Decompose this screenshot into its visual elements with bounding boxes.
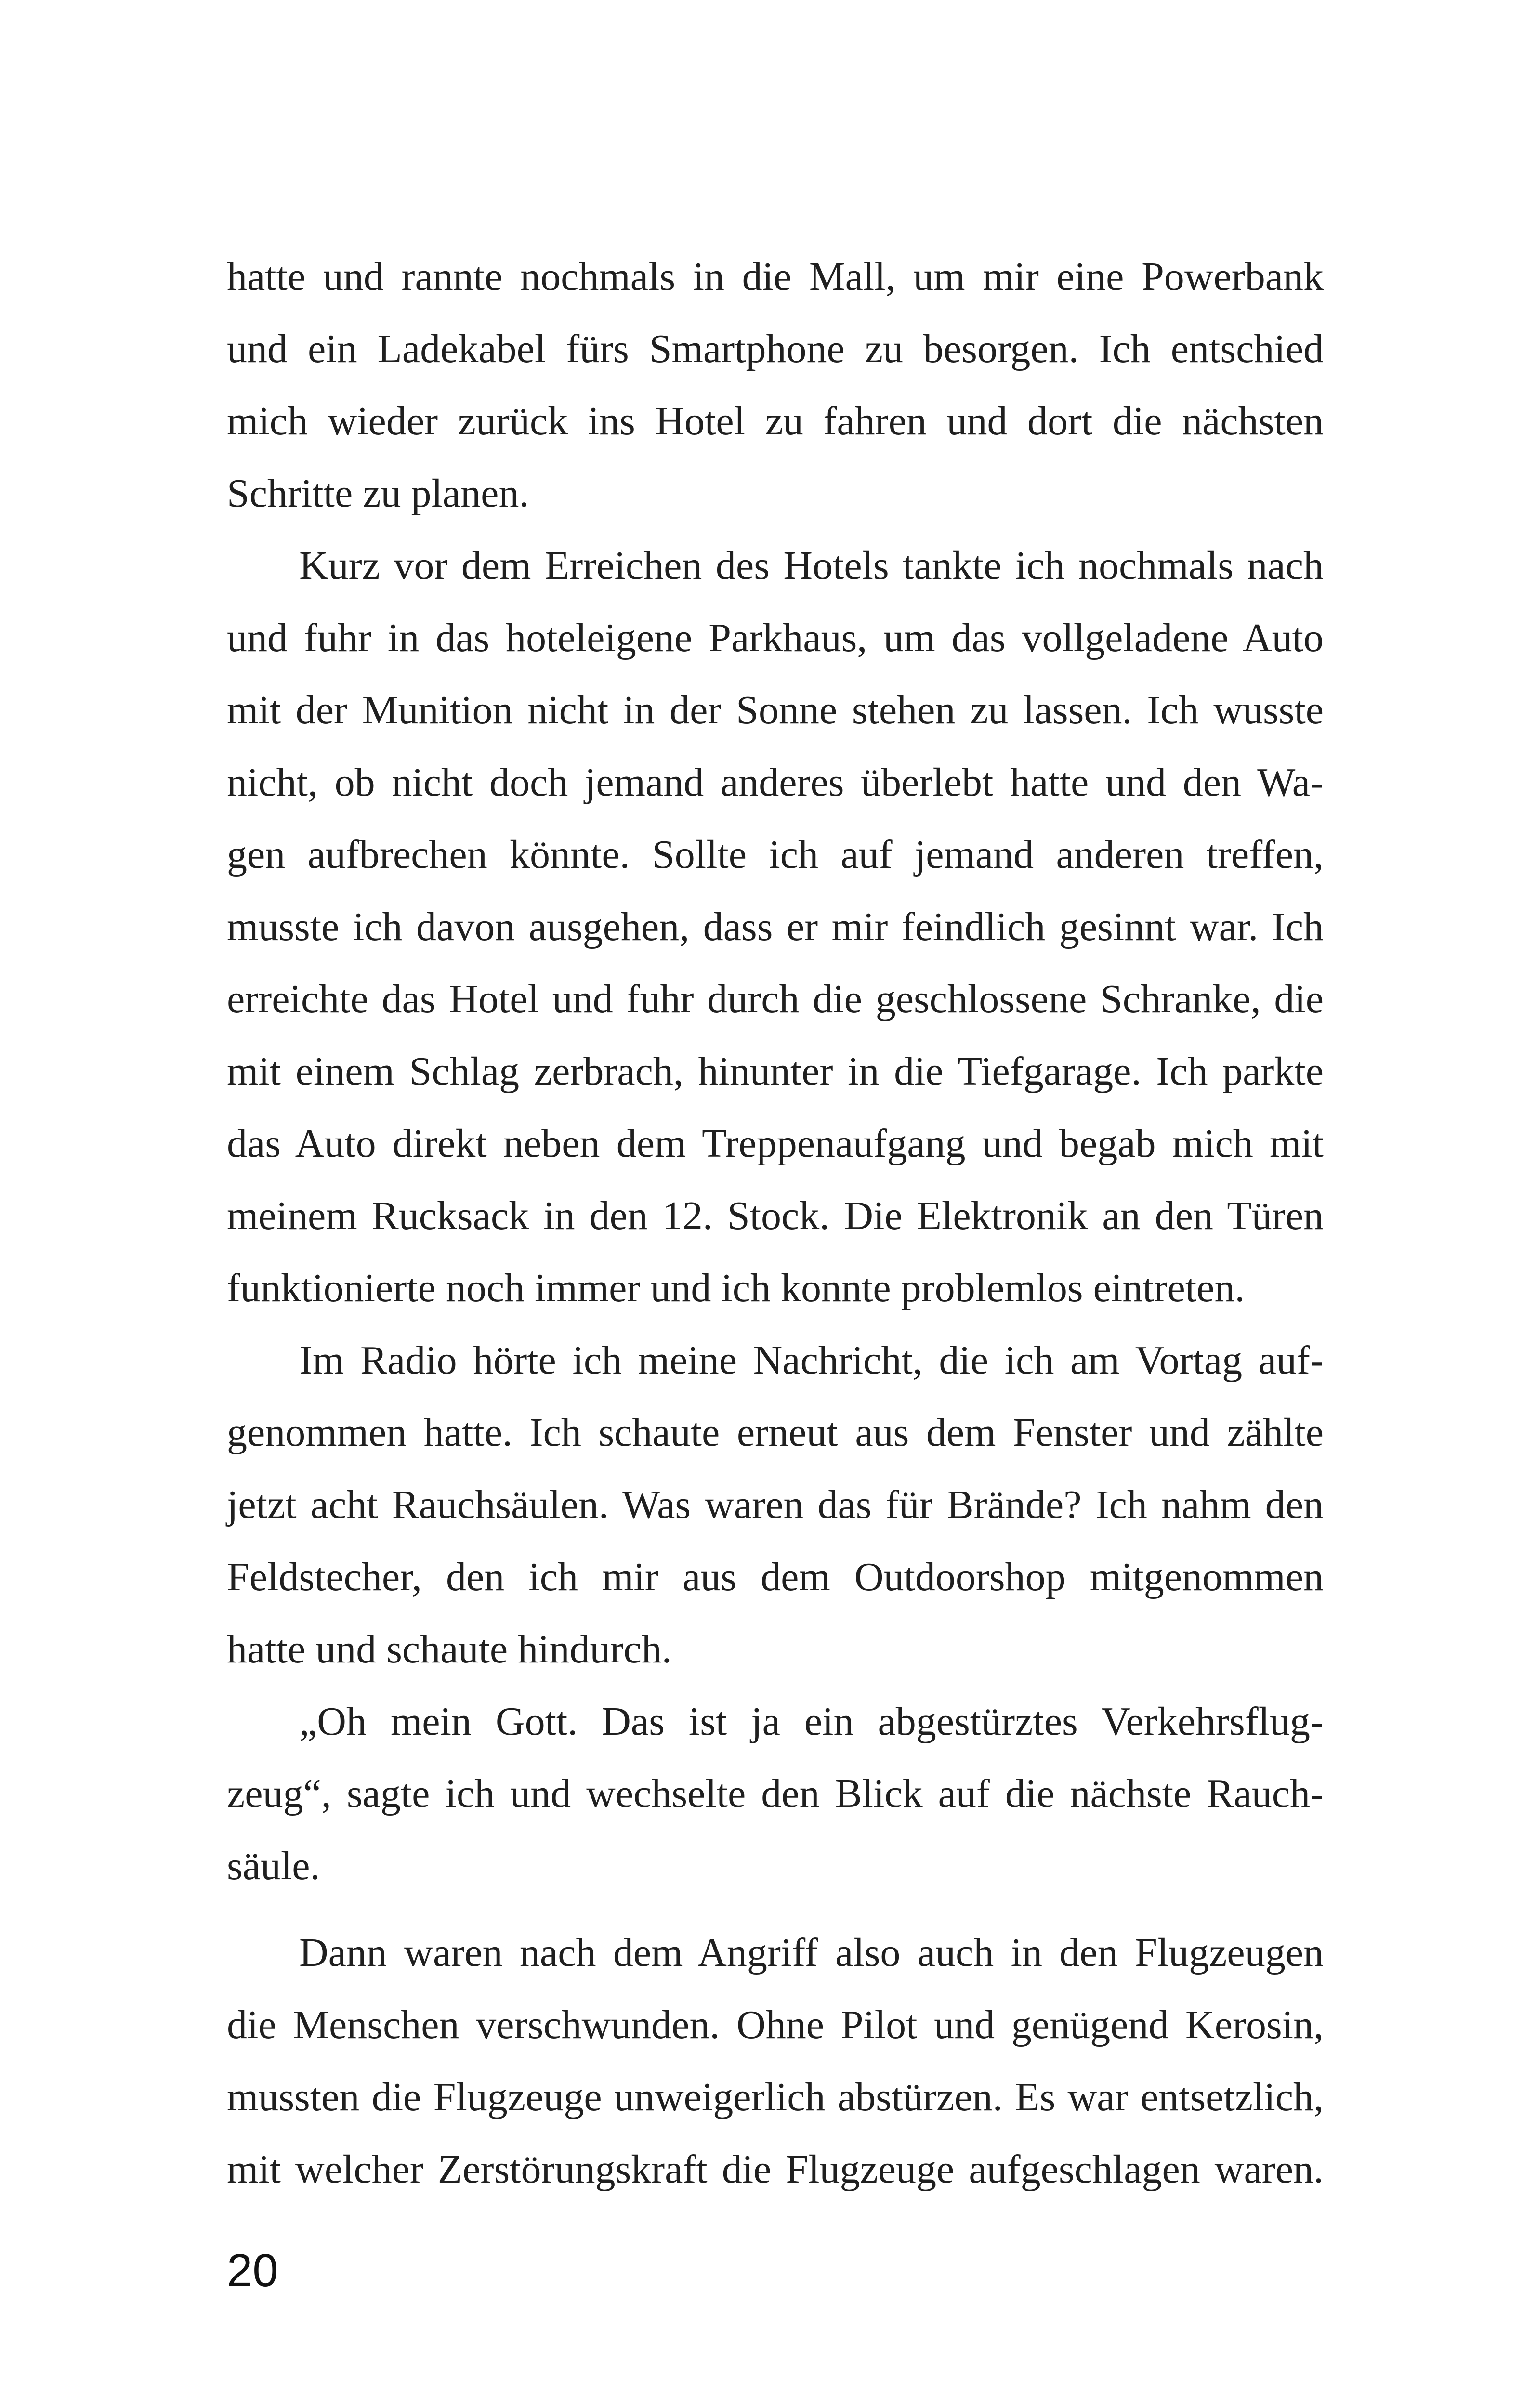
text-line: nicht, ob nicht doch jemand anderes überlebt hatte und den Wa- <box>227 760 1324 805</box>
text-line: Im Radio hörte ich meine Nachricht, die ich am Vortag auf- <box>299 1338 1324 1383</box>
text-line: Feldstecher, den ich mir aus dem Outdoorshop mitgenommen <box>227 1555 1324 1599</box>
text-line: Schritte zu planen. <box>227 471 529 516</box>
text-line: mit der Munition nicht in der Sonne stehen zu lassen. Ich wusste <box>227 688 1324 733</box>
text-line: Dann waren nach dem Angriff also auch in den Flugzeugen <box>299 1930 1324 1975</box>
text-line: hatte und rannte nochmals in die Mall, um mir eine Powerbank <box>227 254 1324 299</box>
text-line: säule. <box>227 1844 320 1888</box>
text-line: genommen hatte. Ich schaute erneut aus dem Fenster und zählte <box>227 1410 1324 1455</box>
text-line: funktionierte noch immer und ich konnte problemlos eintreten. <box>227 1266 1245 1310</box>
text-line: musste ich davon ausgehen, dass er mir feindlich gesinnt war. Ich <box>227 904 1324 949</box>
text-line: Kurz vor dem Erreichen des Hotels tankte ich nochmals nach <box>299 543 1324 588</box>
text-line: zeug“, sagte ich und wechselte den Blick auf die nächste Rauch- <box>227 1771 1324 1816</box>
page-number: 20 <box>227 2245 278 2296</box>
text-line: erreichte das Hotel und fuhr durch die geschlossene Schranke, die <box>227 977 1324 1021</box>
text-line: mit welcher Zerstörungskraft die Flugzeuge aufgeschlagen waren. <box>227 2147 1324 2192</box>
text-line: mit einem Schlag zerbrach, hinunter in die Tiefgarage. Ich parkte <box>227 1049 1324 1094</box>
text-line: die Menschen verschwunden. Ohne Pilot und genügend Kerosin, <box>227 2002 1324 2047</box>
text-line: hatte und schaute hindurch. <box>227 1627 672 1672</box>
text-line: meinem Rucksack in den 12. Stock. Die Elektronik an den Türen <box>227 1193 1324 1238</box>
text-line: mich wieder zurück ins Hotel zu fahren und dort die nächsten <box>227 399 1324 444</box>
text-line: gen aufbrechen könnte. Sollte ich auf jemand anderen treffen, <box>227 832 1324 877</box>
text-line: mussten die Flugzeuge unweigerlich abstürzen. Es war entsetzlich, <box>227 2075 1324 2120</box>
text-line: „Oh mein Gott. Das ist ja ein abgestürztes Verkehrsflug- <box>299 1699 1324 1744</box>
text-line: und ein Ladekabel fürs Smartphone zu besorgen. Ich entschied <box>227 327 1324 371</box>
text-line: jetzt acht Rauchsäulen. Was waren das für Brände? Ich nahm den <box>227 1482 1324 1527</box>
text-line: und fuhr in das hoteleigene Parkhaus, um das vollgeladene Auto <box>227 615 1324 660</box>
text-line: das Auto direkt neben dem Treppenaufgang und begab mich mit <box>227 1121 1324 1166</box>
